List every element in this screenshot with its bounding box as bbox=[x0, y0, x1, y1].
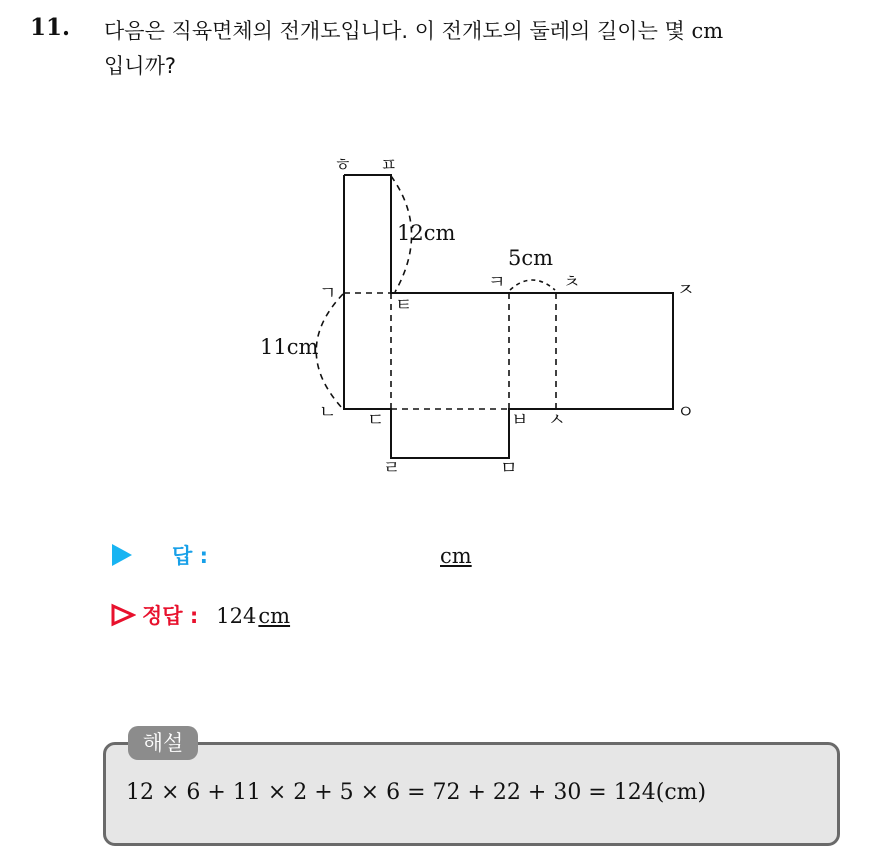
correct-row bbox=[110, 600, 290, 630]
measure-arc-11 bbox=[316, 294, 343, 408]
label-ch: ㅊ bbox=[563, 272, 581, 293]
label-o: ㅇ bbox=[677, 402, 695, 423]
label-t: ㅌ bbox=[395, 295, 413, 316]
measure-5cm: 5cm bbox=[508, 246, 554, 270]
explanation-tab: 해설 bbox=[128, 726, 198, 760]
correct-unit: cm bbox=[258, 604, 291, 628]
label-k: ㅋ bbox=[488, 272, 506, 293]
question-number: 11. bbox=[30, 14, 71, 41]
answer-label: 답 : bbox=[172, 544, 208, 568]
measure-12cm: 12cm bbox=[397, 221, 456, 245]
label-h: ㅎ bbox=[334, 155, 352, 176]
correct-label: 정답 : bbox=[142, 604, 199, 628]
answer-unit[interactable]: cm bbox=[440, 544, 472, 568]
measure-arc-5 bbox=[510, 280, 555, 290]
question-body-end: 입니까? bbox=[104, 54, 177, 78]
measure-11cm: 11cm bbox=[260, 335, 319, 359]
play-marker-icon bbox=[112, 544, 132, 566]
label-b: ㅂ bbox=[511, 410, 529, 431]
answer-row bbox=[112, 540, 472, 570]
label-s: ㅅ bbox=[548, 410, 566, 431]
question-unit: cm bbox=[691, 19, 724, 43]
explanation-formula: 12 × 6 + 11 × 2 + 5 × 6 = 72 + 22 + 30 = 124(cm) bbox=[126, 780, 707, 805]
label-m: ㅁ bbox=[500, 458, 518, 479]
label-n: ㄴ bbox=[319, 402, 337, 423]
question-body: 다음은 직육면체의 전개도입니다. 이 전개도의 둘레의 길이는 몇 bbox=[104, 19, 685, 43]
label-g: ㄱ bbox=[319, 283, 337, 304]
correct-value: 124 bbox=[216, 604, 257, 628]
label-j: ㅈ bbox=[677, 280, 695, 301]
outline-play-icon bbox=[110, 603, 136, 627]
label-r: ㄹ bbox=[383, 458, 401, 479]
label-p: ㅍ bbox=[380, 155, 398, 176]
label-d: ㄷ bbox=[367, 410, 385, 431]
